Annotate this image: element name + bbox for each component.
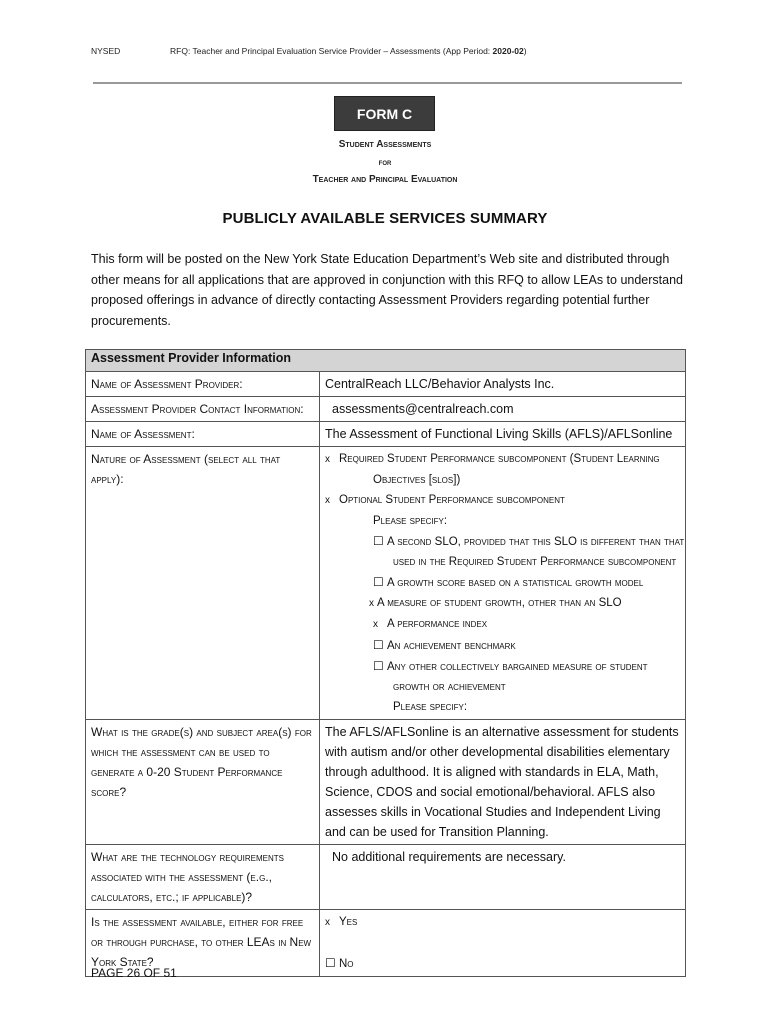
nature-line xyxy=(325,511,680,531)
header-rfq-period: 2020-02 xyxy=(492,46,524,56)
table-row xyxy=(86,447,686,720)
checkbox-icon: ☐ xyxy=(373,575,384,589)
nature-line-text: Any other collectively bargained measure of student xyxy=(387,661,648,673)
nature-line xyxy=(325,697,680,717)
intro-paragraph: This form will be posted on the New York State Education Department’s Web site and distributed through other means for all applications that are approved in conjunction with this RFQ to allow LEAs to understand proposed offerings in advance of directly contacting Assessment Providers regarding potential further procurements. xyxy=(91,252,683,328)
nature-line-text: A measure of student growth, other than an SLO xyxy=(377,597,622,609)
availability-yes xyxy=(325,912,680,933)
assessment-name-value: The Assessment of Functional Living Skills (AFLS)/AFLSonline xyxy=(320,422,686,447)
page-number: PAGE 26 OF 51 xyxy=(91,966,177,980)
availability-yes-label: Yes xyxy=(339,916,358,928)
nature-line-text: used in the Required Student Performance subcomponent xyxy=(393,556,677,568)
form-label-box: FORM C xyxy=(334,96,435,131)
nature-line-text: Please specify: xyxy=(393,701,468,713)
check-mark: x xyxy=(325,917,330,928)
technology-label: What are the technology requirements associated with the assessment (e.g., calculators, etc.; if applicable)? xyxy=(86,845,320,910)
table-heading-row xyxy=(86,350,686,372)
subtitle-line-2: for xyxy=(378,158,392,167)
nature-line-text: Optional Student Performance subcomponent xyxy=(339,494,565,506)
provider-name-value: CentralReach LLC/Behavior Analysts Inc. xyxy=(320,372,686,397)
assessment-name-label: Name of Assessment: xyxy=(86,422,320,447)
availability-no-label: No xyxy=(339,958,354,970)
header-agency: NYSED xyxy=(91,46,121,56)
contact-value: assessments@centralreach.com xyxy=(320,397,686,422)
nature-options xyxy=(320,447,686,720)
nature-line xyxy=(325,677,680,697)
grades-label: What is the grade(s) and subject area(s) for which the assessment can be used to generate a 0-20 Student Performance score? xyxy=(86,720,320,845)
nature-line xyxy=(325,470,680,490)
grades-value: The AFLS/AFLSonline is an alternative assessment for students with autism and/or other developmental disabilities elementary through adulthood. It is aligned with standards in ELA, Math, Science, CDOS and social emotional/behavioral. AFLS also assesses skills in Vocational Studies and Independent Living and can be used for Transition Planning. xyxy=(320,720,686,845)
nature-line-text: An achievement benchmark xyxy=(387,640,516,652)
check-mark: x xyxy=(325,454,330,465)
subtitle-line-3: Teacher and Principal Evaluation xyxy=(312,174,458,185)
checkbox-icon: ☐ xyxy=(373,659,384,673)
nature-line xyxy=(325,531,685,552)
provider-name-label: Name of Assessment Provider: xyxy=(86,372,320,397)
check-mark: x xyxy=(325,495,330,506)
checkbox-icon: ☐ xyxy=(373,534,384,548)
header-rfq-title xyxy=(170,46,527,56)
nature-line xyxy=(325,490,680,511)
page-title: PUBLICLY AVAILABLE SERVICES SUMMARY xyxy=(222,210,548,227)
nature-line-text: A second SLO, provided that this SLO is different than that xyxy=(387,536,685,548)
header-rfq-suffix: ) xyxy=(523,46,527,56)
nature-line-text: Required Student Performance subcomponent (Student Learning xyxy=(339,453,660,465)
nature-label: Nature of Assessment (select all that apply): xyxy=(86,447,320,720)
table-row xyxy=(86,422,686,447)
table-heading: Assessment Provider Information xyxy=(86,350,686,372)
nature-line xyxy=(325,656,680,677)
nature-line xyxy=(325,572,680,593)
table-row xyxy=(86,845,686,910)
technology-value: No additional requirements are necessary. xyxy=(320,845,686,910)
nature-line xyxy=(325,635,680,656)
nature-line-text: Objectives [slos]) xyxy=(373,474,461,486)
header-divider xyxy=(93,82,682,84)
nature-line-text: growth or achievement xyxy=(393,681,506,693)
table-row xyxy=(86,720,686,845)
header-rfq-prefix: RFQ: Teacher and Principal Evaluation Service Provider – Assessments (App Period: xyxy=(170,46,493,56)
contact-label: Assessment Provider Contact Information: xyxy=(86,397,320,422)
nature-line xyxy=(325,593,680,614)
subtitle-line-1: Student Assessments xyxy=(338,139,432,150)
nature-line xyxy=(325,614,680,635)
availability-options xyxy=(320,910,686,977)
availability-no xyxy=(325,953,680,974)
table-row xyxy=(86,397,686,422)
nature-line-text: A growth score based on a statistical growth model xyxy=(387,577,644,589)
checkbox-icon: ☐ xyxy=(373,638,384,652)
nature-line-text: A performance index xyxy=(387,618,488,630)
assessment-info-table xyxy=(85,349,686,977)
nature-line xyxy=(325,449,680,470)
table-row xyxy=(86,372,686,397)
nature-line xyxy=(325,552,680,572)
checkbox-icon: ☐ xyxy=(325,956,336,970)
nature-line-text: Please specify: xyxy=(373,515,448,527)
check-mark: x xyxy=(373,619,378,630)
check-mark: x xyxy=(369,598,374,609)
availability-label: Is the assessment available, either for free or through purchase, to other LEAs in New York State? xyxy=(86,910,320,977)
